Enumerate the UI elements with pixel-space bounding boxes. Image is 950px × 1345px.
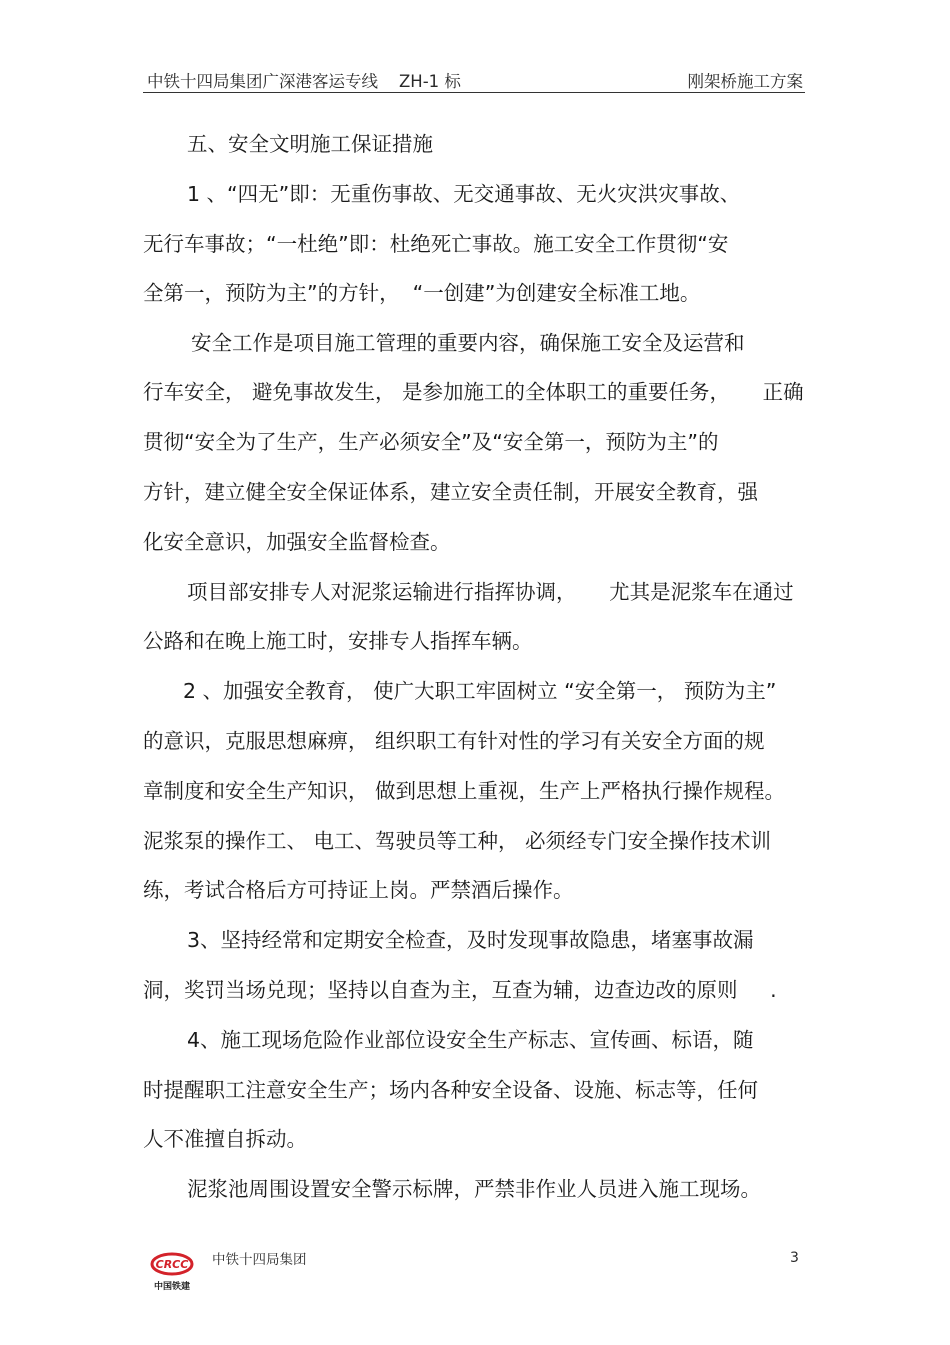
paragraph-line: 公路和在晚上施工时，安排专人指挥车辆。 [143, 629, 533, 653]
header-project-title: 中铁十四局集团广深港客运专线 ZH-1 标 [147, 72, 461, 91]
header-document-title: 刚架桥施工方案 [687, 72, 803, 91]
crcc-logo-graphic [143, 1248, 201, 1294]
paragraph-line: 无行车事故；“一杜绝”即：杜绝死亡事故。施工安全工作贯彻“安 [143, 232, 729, 256]
paragraph-line: 练，考试合格后方可持证上岗。严禁酒后操作。 [143, 878, 574, 902]
paragraph-line: 方针，建立健全安全保证体系，建立安全责任制，开展安全教育，强 [143, 480, 758, 504]
paragraph-line: 人不准擅自拆动。 [143, 1127, 307, 1151]
paragraph-line: 洞，奖罚当场兑现；坚持以自查为主，互查为辅，边查边改的原则 . [143, 978, 777, 1002]
paragraph-line: 化安全意识，加强安全监督检查。 [143, 530, 451, 554]
paragraph-line: 贯彻“安全为了生产，生产必须安全”及“安全第一，预防为主”的 [143, 430, 719, 454]
page-number: 3 [790, 1250, 799, 1266]
paragraph-line: 的意识，克服思想麻痹， 组织职工有针对性的学习有关安全方面的规 [143, 729, 765, 753]
section-heading: 五、安全文明施工保证措施 [187, 132, 433, 156]
paragraph-line: 行车安全， 避免事故发生， 是参加施工的全体职工的重要任务， 正确 [143, 380, 804, 404]
footer-organization: 中铁十四局集团 [212, 1252, 307, 1268]
paragraph-line: 章制度和安全生产知识， 做到思想上重视，生产上严格执行操作规程。 [143, 779, 786, 803]
paragraph-line: 时提醒职工注意安全生产；场内各种安全设备、设施、标志等，任何 [143, 1078, 758, 1102]
company-logo [143, 1248, 201, 1294]
paragraph-line: 3、坚持经常和定期安全检查，及时发现事故隐患，堵塞事故漏 [187, 928, 754, 952]
paragraph-line: 安全工作是项目施工管理的重要内容，确保施工安全及运营和 [191, 331, 745, 355]
page-header [143, 62, 805, 93]
paragraph-line: 泥浆池周围设置安全警示标牌，严禁非作业人员进入施工现场。 [187, 1177, 761, 1201]
paragraph-line: 1 、“四无”即：无重伤事故、无交通事故、无火灾洪灾事故、 [187, 182, 741, 206]
paragraph-line: 4、施工现场危险作业部位设安全生产标志、宣传画、标语，随 [187, 1028, 754, 1052]
paragraph-line: 泥浆泵的操作工、 电工、驾驶员等工种， 必须经专门安全操作技术训 [143, 829, 772, 853]
paragraph-line: 全第一，预防为主”的方针， “一创建”为创建安全标准工地。 [143, 281, 701, 305]
svg-text:CRCC: CRCC [155, 1258, 189, 1271]
paragraph-line: 项目部安排专人对泥浆运输进行指挥协调， 尤其是泥浆车在通过 [187, 580, 794, 604]
paragraph-line: 2 、加强安全教育， 使广大职工牢固树立 “安全第一， 预防为主” [183, 679, 777, 703]
svg-text:中国铁建: 中国铁建 [153, 1282, 191, 1292]
